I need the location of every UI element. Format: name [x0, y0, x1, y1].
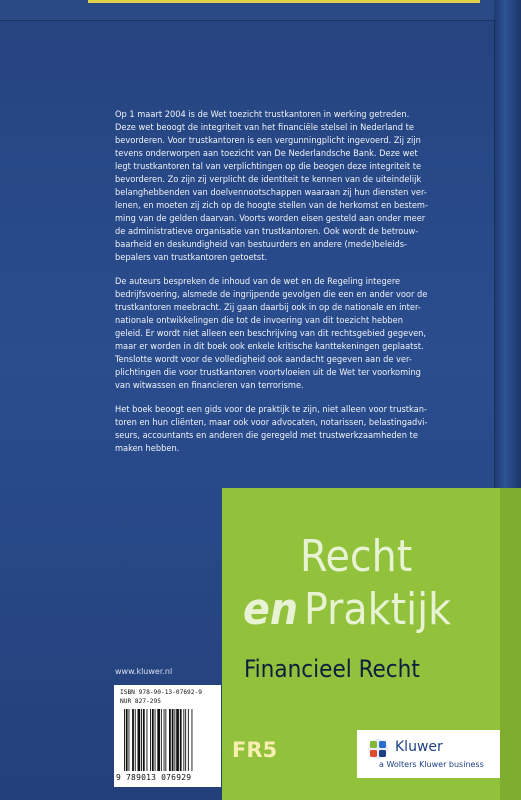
blurb-paragraph-3: Het boek beoogt een gids voor de praktijk te zijn, niet alleen voor trustkan- toren en hun cliënten, maar ook voor advocaten, notarissen, belastingadvi- seurs, accountants en anderen die geregeld met trustwerkzaamheden te maken hebben. — [115, 404, 428, 454]
barcode-bar — [192, 709, 193, 771]
series-title-praktijk: Praktijk — [304, 584, 452, 635]
barcode-bar — [172, 709, 174, 771]
barcode-bar — [126, 709, 128, 771]
barcode-bar — [143, 709, 145, 771]
barcode-bar — [147, 709, 148, 771]
publisher-tagline: a Wolters Kluwer business — [379, 760, 484, 769]
barcode-bar — [185, 709, 186, 771]
series-title-line1: Recht — [300, 531, 413, 582]
barcode-bar — [176, 709, 179, 771]
barcode-bar — [150, 709, 151, 771]
series-code: FR5 — [232, 738, 278, 762]
barcode-bars — [124, 709, 216, 771]
blurb-paragraph-1: Op 1 maart 2004 is de Wet toezicht trustkantoren in werking getreden. Deze wet beoogt de integriteit van het financiële stelsel in Nederland te bevorderen. Voor trustkantoren is een vergunningplicht ingevoerd. Zij zijn tevens onderworpen aan toezicht van De Nederlandsche Bank. Deze wet legt trustkantoren tal van verplichtingen op die beogen deze integriteit te bevorderen. Zo zijn zij verplicht de identiteit te kennen van de uiteindelijk belanghebbenden van doelvennootschappen waaraan zij hun diensten ver- lenen, en moeten zij zich op de hoogte stellen van de herkomst en bestem- ming van de gelden daarvan. Voorts worden eisen gesteld aan onder meer de administratieve organisatie van trustkantoren. Ook wordt de betrouw- baarheid en deskundigheid van bestuurders en andere (mede)beleids- bepalers van trustkantoren getoetst. — [115, 109, 428, 263]
publisher-logo — [357, 730, 500, 778]
barcode-bar — [188, 709, 189, 771]
barcode-label — [114, 685, 221, 787]
barcode-bar — [174, 709, 175, 771]
barcode-bar — [132, 709, 134, 771]
barcode-bar — [129, 709, 130, 771]
blurb-paragraph-2: De auteurs bespreken de inhoud van de wet en de Regeling integere bedrijfsvoering, alsmede de ingrijpende gevolgen die een en ander voor de trustkantoren meebracht. Zij gaan daarbij ook in op de nationale en inter- nationale ontwikkelingen die tot de invoering van dit toezicht hebben geleid. Er wordt niet alleen een beschrijving van dit rechtsgebied gegeven, maar er worden in dit boek ook enkele kritische kanttekeningen geplaatst. Tenslotte wordt voor de volledigheid ook aandacht gegeven aan de ver- plichtingen die voor trustkantoren voortvloeien uit de Wet ter voorkoming van witwassen en financieren van terrorisme. — [115, 276, 428, 391]
barcode-bar — [152, 709, 154, 771]
barcode-bar — [135, 709, 136, 771]
barcode-bar — [124, 709, 125, 771]
top-strip — [0, 0, 521, 21]
publisher-website: www.kluwer.nl — [115, 667, 173, 676]
nur-text: NUR 827-295 — [120, 698, 161, 705]
publisher-name: Kluwer — [395, 739, 443, 755]
barcode-bar — [157, 709, 160, 771]
series-subtitle: Financieel Recht — [244, 655, 420, 683]
barcode-digits: 9 789013 076929 — [116, 773, 192, 782]
barcode-bar — [165, 709, 166, 771]
series-panel-edge — [500, 488, 521, 800]
barcode-bar — [138, 709, 141, 771]
series-title-en: en — [243, 584, 299, 635]
barcode-bar — [169, 709, 171, 771]
series-title-line2 — [243, 584, 451, 635]
blurb-text — [115, 108, 490, 466]
kluwer-logo-icon — [367, 738, 389, 760]
barcode-bar — [180, 709, 182, 771]
barcode-bar — [161, 709, 162, 771]
barcode-bar — [164, 709, 165, 771]
isbn-text: ISBN 978-90-13-07692-9 — [120, 689, 202, 696]
barcode-bar — [155, 709, 156, 771]
top-accent-line — [88, 0, 480, 3]
barcode-bar — [141, 709, 142, 771]
barcode-bar — [183, 709, 184, 771]
